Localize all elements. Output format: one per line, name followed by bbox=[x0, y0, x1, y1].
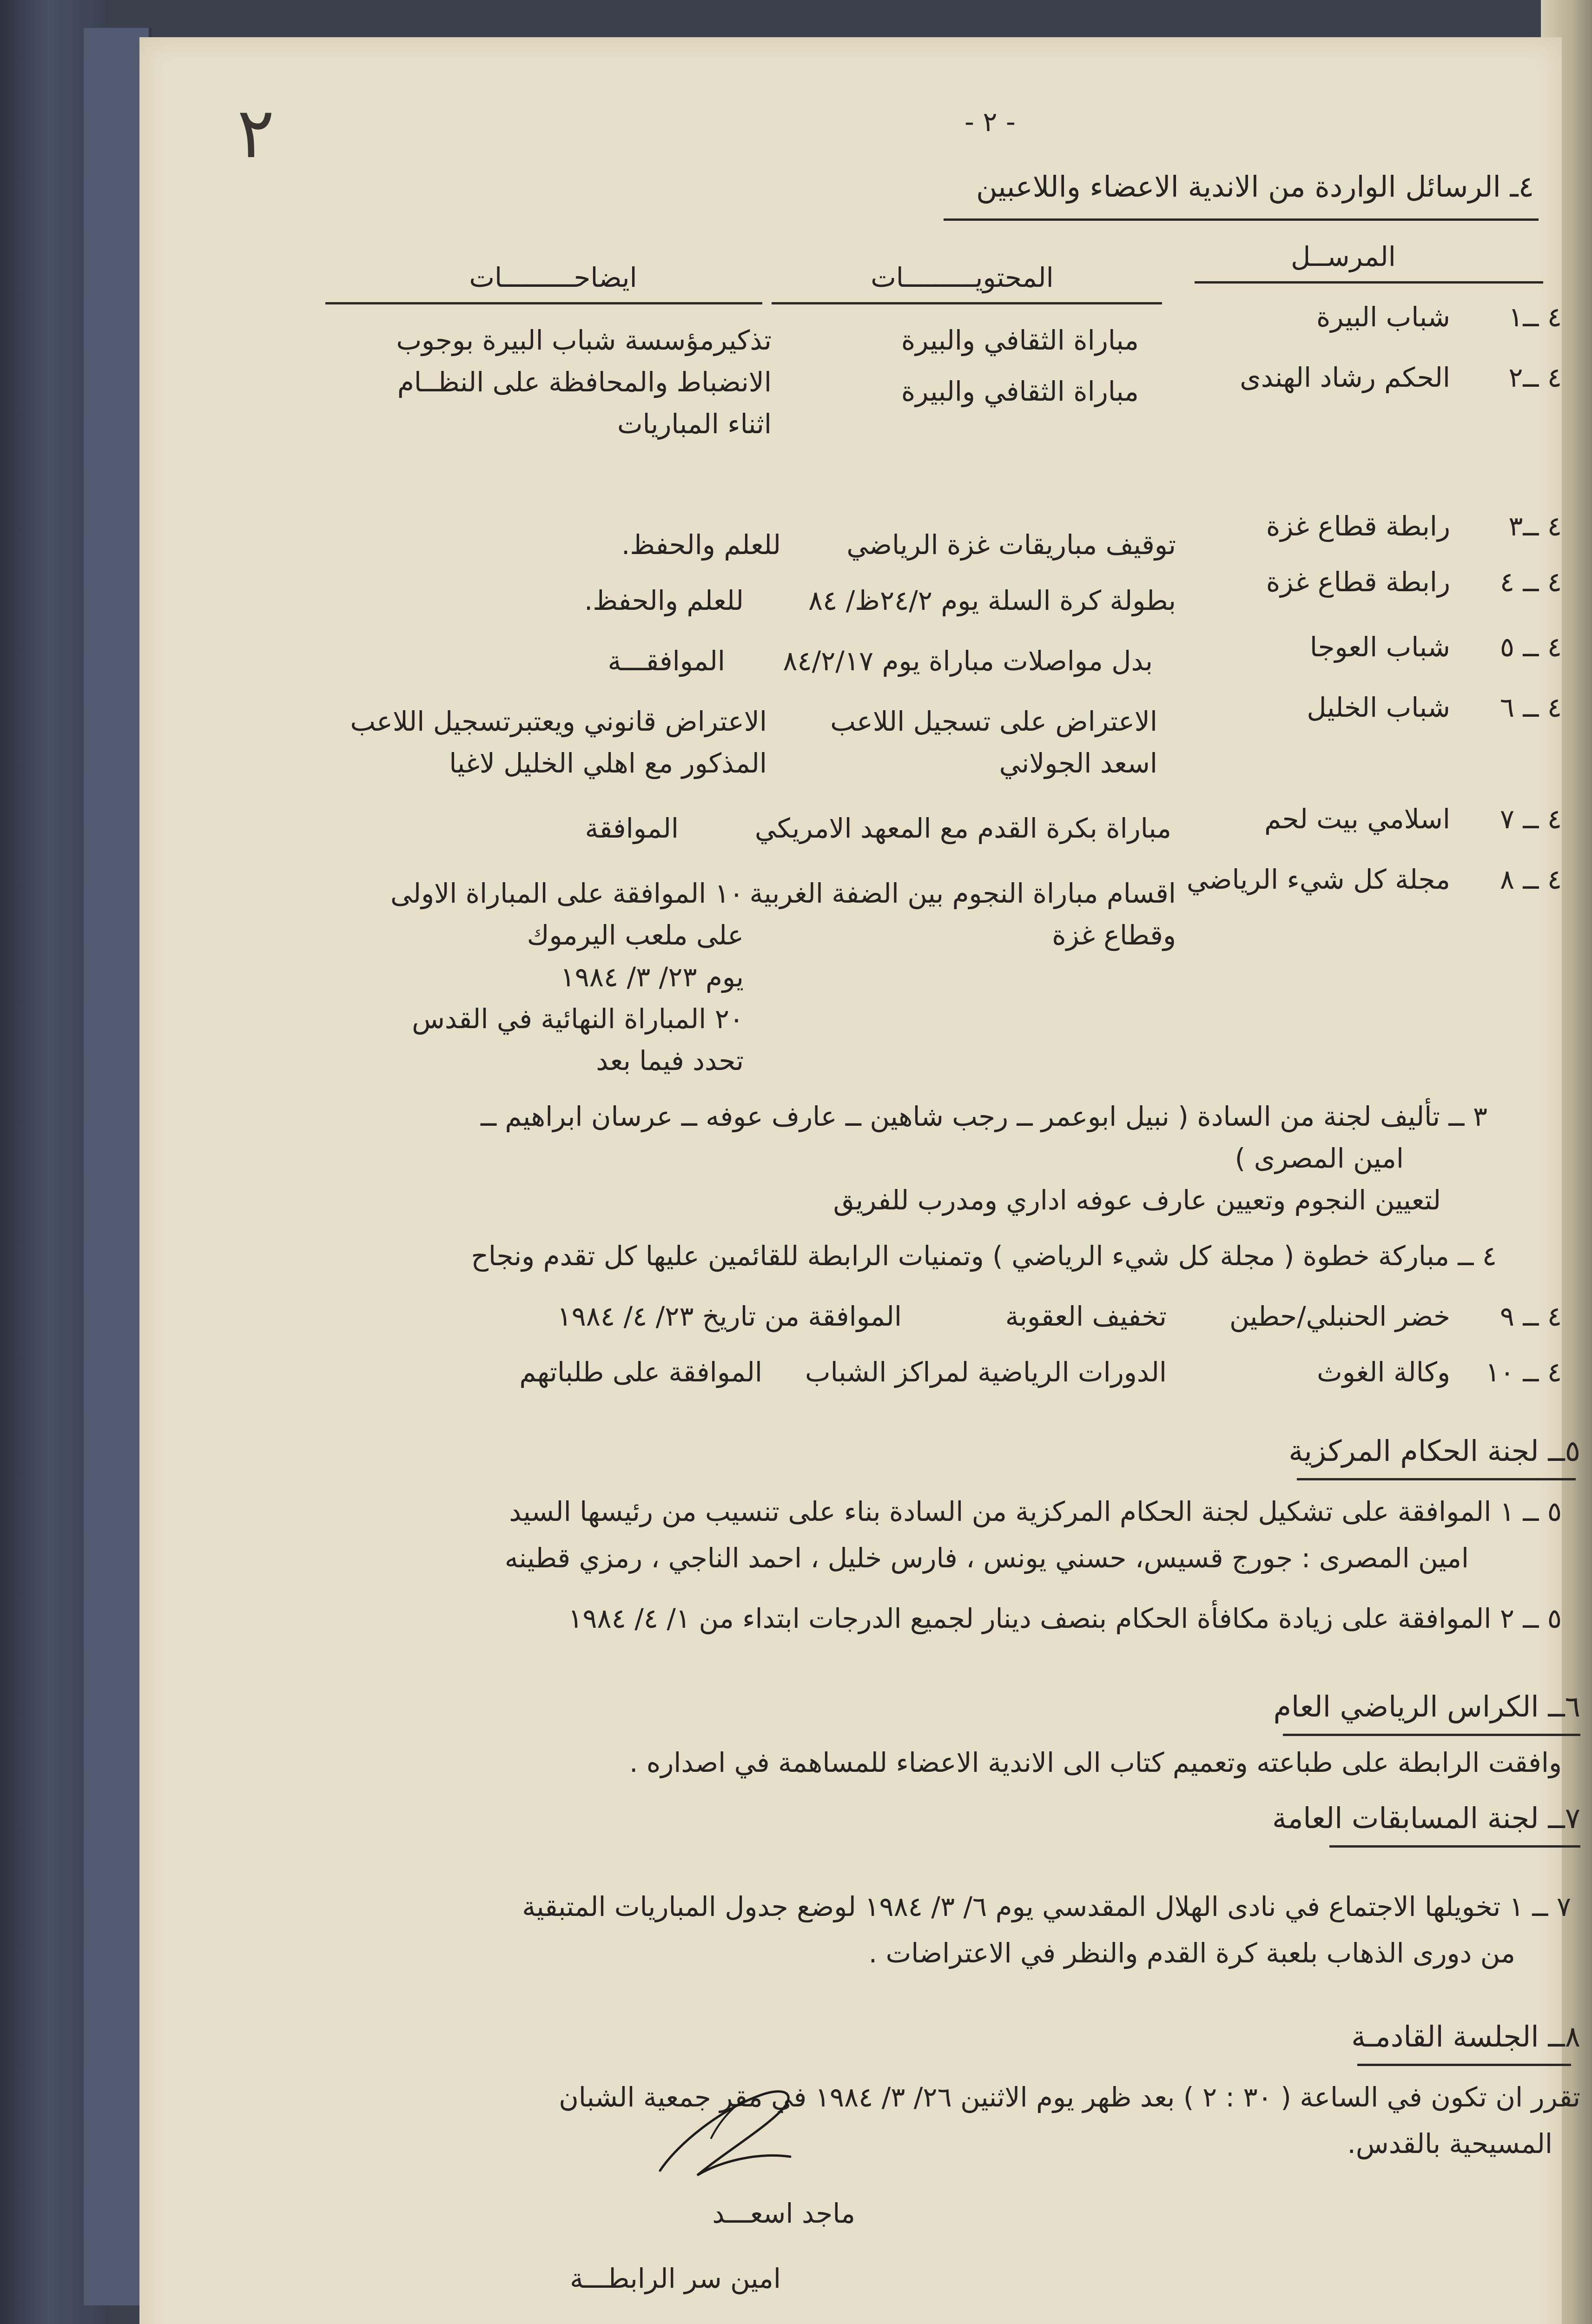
row-contents: تخفيف العقوبة bbox=[1005, 1301, 1167, 1332]
row-remarks: للعلم والحفظ. bbox=[584, 585, 744, 616]
section-heading-referees: ٥ــ لجنة الحكام المركزية bbox=[1288, 1434, 1580, 1468]
signatory-name: ماجد اسعـــد bbox=[712, 2198, 855, 2229]
item-4-line: ٤ ــ مباركة خطوة ( مجلة كل شيء الرياضي ) وتمنيات الرابطة للقائمين عليها كل تقدم ونجاح bbox=[471, 1240, 1497, 1272]
row-remarks: الموافقة bbox=[585, 812, 679, 844]
row-remarks: يوم ٢٣/ ٣/ ١٩٨٤ bbox=[560, 961, 744, 993]
contents-underline bbox=[772, 302, 1162, 304]
section-6-line: وافقت الرابطة على طباعته وتعميم كتاب الى الاندية الاعضاء للمساهمة في اصداره . bbox=[629, 1747, 1562, 1778]
section-8-line: تقرر ان تكون في الساعة ( ٣٠ : ٢ ) بعد ظهر يوم الاثنين ٢٦/ ٣/ ١٩٨٤ في مقر جمعية الشبان bbox=[559, 2081, 1580, 2113]
row-contents: بطولة كرة السلة يوم ٢٤/٢ظ/ ٨٤ bbox=[808, 585, 1176, 616]
row-sender: الحكم رشاد الهندى bbox=[1240, 362, 1450, 393]
row-number: ٤ ــ ٧ bbox=[1500, 803, 1562, 835]
row-remarks: تذكيرمؤسسة شباب البيرة بوجوب bbox=[396, 324, 772, 356]
section-5-line: امين المصرى : جورج قسيس، حسني يونس ، فارس خليل ، احمد الناجي ، رمزي قطينه bbox=[504, 1542, 1469, 1574]
section-5-line: ٥ ــ ١ الموافقة على تشكيل لجنة الحكام المركزية من السادة بناء على تنسيب من رئيسها السيد bbox=[509, 1496, 1562, 1527]
row-contents: مباراة بكرة القدم مع المعهد الامريكي bbox=[754, 812, 1171, 844]
row-contents: الدورات الرياضية لمراكز الشباب bbox=[805, 1356, 1167, 1388]
row-contents: الاعتراض على تسجيل اللاعب bbox=[830, 706, 1157, 737]
row-contents: مباراة الثقافي والبيرة bbox=[901, 324, 1139, 356]
signatory-title: امين سر الرابطـــة bbox=[569, 2263, 781, 2294]
section-heading-next-meeting: ٨ــ الجلسة القادمـة bbox=[1351, 2020, 1580, 2053]
column-header-sender: المرســل bbox=[1291, 241, 1396, 272]
section-heading-booklet: ٦ــ الكراس الرياضي العام bbox=[1273, 1690, 1580, 1723]
row-remarks: الموافقـــة bbox=[608, 645, 725, 677]
section-5-line: ٥ ــ ٢ الموافقة على زيادة مكافأة الحكام بنصف دينار لجميع الدرجات ابتداء من ١/ ٤/ ١٩٨٤ bbox=[568, 1603, 1562, 1634]
row-number: ٤ ــ ١٠ bbox=[1485, 1356, 1562, 1388]
row-contents: مباراة الثقافي والبيرة bbox=[901, 376, 1139, 407]
row-sender: رابطة قطاع غزة bbox=[1266, 566, 1450, 598]
row-remarks: ١٠ الموافقة على المباراة الاولى bbox=[390, 878, 744, 909]
row-remarks: الاعتراض قانوني ويعتبرتسجيل اللاعب bbox=[350, 706, 767, 737]
heading-underline bbox=[1297, 1478, 1576, 1480]
row-sender: وكالة الغوث bbox=[1317, 1356, 1450, 1388]
heading-underline bbox=[1329, 1845, 1580, 1848]
row-sender: شباب العوجا bbox=[1309, 631, 1450, 663]
item-3-line: لتعيين النجوم وتعيين عارف عوفه اداري ومدرب للفريق bbox=[833, 1184, 1441, 1216]
row-number: ٤ ــ١ bbox=[1508, 301, 1562, 333]
section-heading-letters: ٤ـ الرسائل الواردة من الاندية الاعضاء واللاعبين bbox=[976, 170, 1534, 204]
row-sender: خضر الحنبلي/حطين bbox=[1229, 1301, 1450, 1332]
row-sender: اسلامي بيت لحم bbox=[1264, 803, 1450, 835]
sender-underline bbox=[1195, 281, 1543, 284]
row-number: ٤ ــ ٥ bbox=[1500, 631, 1562, 663]
column-header-remarks: ايضاحـــــــــات bbox=[469, 262, 637, 293]
row-number: ٤ ــ٣ bbox=[1508, 510, 1562, 542]
heading-underline bbox=[1283, 1734, 1580, 1736]
row-remarks: ٢٠ المباراة النهائية في القدس bbox=[412, 1003, 744, 1035]
row-number: ٤ ــ ٩ bbox=[1500, 1301, 1562, 1332]
row-sender: شباب الخليل bbox=[1307, 692, 1450, 723]
row-number: ٤ ــ ٦ bbox=[1500, 692, 1562, 723]
column-header-contents: المحتويـــــــــات bbox=[871, 262, 1054, 293]
row-remarks: تحدد فيما بعد bbox=[596, 1045, 744, 1076]
row-contents: وقطاع غزة bbox=[1052, 919, 1176, 951]
row-remarks: الموافقة من تاريخ ٢٣/ ٤/ ١٩٨٤ bbox=[557, 1301, 902, 1332]
row-contents: توقيف مباريقات غزة الرياضي bbox=[846, 529, 1176, 561]
section-7-line: من دورى الذهاب بلعبة كرة القدم والنظر في الاعتراضات . bbox=[868, 1937, 1515, 1969]
heading-underline bbox=[944, 218, 1539, 221]
item-3-line: امين المصرى ) bbox=[1235, 1142, 1404, 1174]
page-number: - ٢ - bbox=[964, 106, 1016, 138]
row-contents: بدل مواصلات مباراة يوم ٨٤/٢/١٧ bbox=[783, 645, 1153, 677]
handwritten-page-number: ٢ bbox=[237, 93, 275, 174]
row-remarks: الانضباط والمحافظة على النظــام bbox=[397, 366, 772, 398]
item-3-line: ٣ ــ تأليف لجنة من السادة ( نبيل ابوعمر ــ رجب شاهين ــ عارف عوفه ــ عرسان ابراهيم ــ bbox=[480, 1101, 1487, 1132]
row-contents: اقسام مباراة النجوم بين الضفة الغربية bbox=[749, 878, 1176, 909]
row-number: ٤ ــ ٨ bbox=[1500, 864, 1562, 895]
row-remarks: على ملعب اليرموك bbox=[527, 919, 744, 951]
row-remarks: اثناء المباريات bbox=[617, 408, 772, 440]
section-heading-competitions: ٧ــ لجنة المسابقات العامة bbox=[1272, 1801, 1580, 1835]
row-number: ٤ ــ ٤ bbox=[1500, 566, 1562, 598]
handwritten-signature bbox=[641, 2078, 809, 2199]
row-sender: رابطة قطاع غزة bbox=[1266, 510, 1450, 542]
section-7-line: ٧ ــ ١ تخويلها الاجتماع في نادى الهلال المقدسي يوم ٦/ ٣/ ١٩٨٤ لوضع جدول المباريات المتبقية bbox=[522, 1891, 1571, 1922]
row-number: ٤ ــ٢ bbox=[1508, 362, 1562, 393]
section-8-line: المسيحية بالقدس. bbox=[1347, 2128, 1552, 2159]
row-sender: مجلة كل شيء الرياضي bbox=[1186, 864, 1450, 895]
row-remarks: للعلم والحفظ. bbox=[621, 529, 781, 561]
heading-underline bbox=[1357, 2064, 1571, 2066]
remarks-underline bbox=[325, 302, 762, 304]
row-sender: شباب البيرة bbox=[1316, 301, 1450, 333]
row-contents: اسعد الجولاني bbox=[999, 747, 1157, 779]
row-remarks: الموافقة على طلباتهم bbox=[519, 1356, 762, 1388]
row-remarks: المذكور مع اهلي الخليل لاغيا bbox=[449, 747, 767, 779]
